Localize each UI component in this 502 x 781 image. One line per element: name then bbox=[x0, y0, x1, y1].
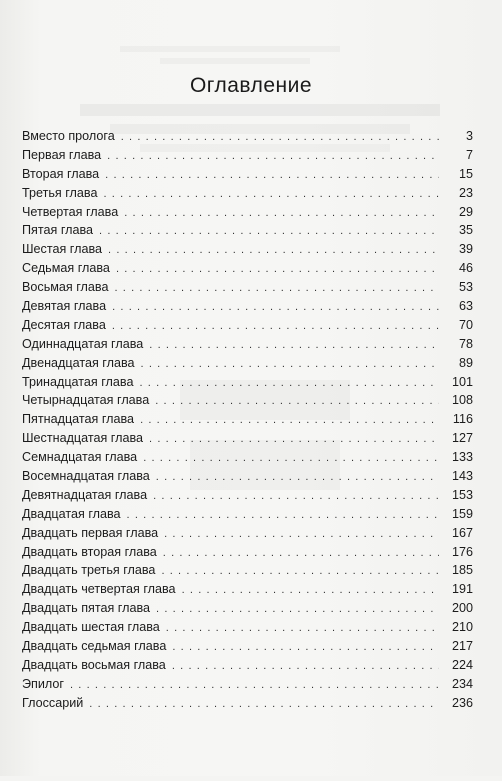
toc-entry bbox=[22, 240, 473, 259]
toc-entry bbox=[22, 316, 473, 335]
toc-entry bbox=[22, 467, 473, 486]
toc-entry-label: Вторая глава bbox=[22, 166, 100, 181]
toc-entry bbox=[22, 524, 473, 543]
toc-entry-label: Восемнадцатая глава bbox=[22, 469, 150, 484]
dot-leader bbox=[155, 392, 439, 411]
toc-entry-page: 53 bbox=[458, 280, 473, 295]
toc-entry bbox=[22, 580, 473, 599]
dot-leader bbox=[149, 430, 439, 449]
dot-leader bbox=[172, 638, 439, 657]
dot-leader bbox=[143, 449, 439, 468]
toc-entry bbox=[22, 373, 473, 392]
toc-entry bbox=[22, 391, 473, 410]
toc-entry bbox=[22, 429, 473, 448]
toc-entry-label: Девятнадцатая глава bbox=[22, 487, 148, 502]
dot-leader bbox=[141, 355, 439, 374]
dot-leader bbox=[140, 411, 439, 430]
toc-entry bbox=[22, 410, 473, 429]
toc-entry-page: 15 bbox=[458, 166, 473, 181]
toc-entry-page: 217 bbox=[451, 639, 473, 654]
toc-entry-page: 210 bbox=[451, 620, 473, 635]
toc-entry-label: Первая глава bbox=[22, 147, 102, 162]
dot-leader bbox=[105, 166, 439, 185]
toc-entry-page: 35 bbox=[458, 223, 473, 238]
toc-entry-page: 159 bbox=[451, 506, 473, 521]
toc-entry-page: 143 bbox=[451, 469, 473, 484]
toc-entry-page: 234 bbox=[451, 676, 473, 691]
dot-leader bbox=[112, 298, 439, 317]
toc-entry bbox=[22, 543, 473, 562]
toc-entry-label: Двадцать пятая глава bbox=[22, 601, 151, 616]
dot-leader bbox=[108, 241, 439, 260]
toc-entry-page: 63 bbox=[458, 299, 473, 314]
dot-leader bbox=[112, 317, 439, 336]
toc-entry-label: Восьмая глава bbox=[22, 280, 109, 295]
dot-leader bbox=[163, 544, 439, 563]
toc-entry-page: 70 bbox=[458, 317, 473, 332]
toc-entry bbox=[22, 127, 473, 146]
dot-leader bbox=[156, 600, 439, 619]
toc-entry bbox=[22, 354, 473, 373]
toc-entry-label: Тринадцатая глава bbox=[22, 374, 134, 389]
toc-entry-page: 78 bbox=[458, 336, 473, 351]
toc-entry-label: Одиннадцатая глава bbox=[22, 336, 144, 351]
toc-entry-page: 153 bbox=[451, 487, 473, 502]
toc-entry-label: Пятнадцатая глава bbox=[22, 412, 135, 427]
toc-entry-page: 224 bbox=[451, 657, 473, 672]
toc-entry bbox=[22, 656, 473, 675]
dot-leader bbox=[89, 695, 439, 714]
toc-entry-label: Десятая глава bbox=[22, 317, 106, 332]
toc-entry-label: Шестнадцатая глава bbox=[22, 431, 144, 446]
toc-entry-page: 7 bbox=[465, 147, 473, 162]
toc-entry bbox=[22, 505, 473, 524]
toc-entry-label: Двадцать третья глава bbox=[22, 563, 156, 578]
toc-entry bbox=[22, 448, 473, 467]
toc-entry-label: Двадцать четвертая глава bbox=[22, 582, 176, 597]
toc-entry-label: Двенадцатая глава bbox=[22, 355, 135, 370]
dot-leader bbox=[121, 128, 439, 147]
toc-entry bbox=[22, 184, 473, 203]
toc-entry bbox=[22, 486, 473, 505]
toc-entry-label: Двадцать первая глава bbox=[22, 525, 159, 540]
dot-leader bbox=[103, 185, 439, 204]
toc-entry-page: 23 bbox=[458, 185, 473, 200]
toc-entry bbox=[22, 259, 473, 278]
toc-entry bbox=[22, 146, 473, 165]
toc-entry bbox=[22, 335, 473, 354]
dot-leader bbox=[153, 487, 439, 506]
toc-entry-page: 167 bbox=[451, 525, 473, 540]
toc-entry-label: Седьмая глава bbox=[22, 261, 110, 276]
toc-entry-label: Глоссарий bbox=[22, 695, 84, 710]
toc-entry-label: Эпилог bbox=[22, 676, 64, 691]
dot-leader bbox=[107, 147, 439, 166]
toc-entry-label: Двадцать седьмая глава bbox=[22, 639, 167, 654]
toc-entry-label: Двадцать вторая глава bbox=[22, 544, 157, 559]
dot-leader bbox=[114, 279, 439, 298]
toc-entry-page: 89 bbox=[458, 355, 473, 370]
toc-entry-label: Третья глава bbox=[22, 185, 98, 200]
toc-entry-label: Вместо пролога bbox=[22, 129, 115, 143]
toc-entry-page: 101 bbox=[451, 374, 473, 389]
dot-leader bbox=[172, 657, 439, 676]
toc-entry-page: 185 bbox=[451, 563, 473, 578]
toc-entry-page: 133 bbox=[451, 450, 473, 465]
toc-entry bbox=[22, 637, 473, 656]
dot-leader bbox=[139, 374, 439, 393]
toc-entry bbox=[22, 675, 473, 694]
dot-leader bbox=[116, 260, 439, 279]
toc-entry bbox=[22, 561, 473, 580]
dot-leader bbox=[149, 336, 439, 355]
toc-entry-page: 39 bbox=[458, 242, 473, 257]
toc-entry bbox=[22, 221, 473, 240]
toc-entry bbox=[22, 694, 473, 713]
dot-leader bbox=[166, 619, 439, 638]
toc-entry-label: Девятая глава bbox=[22, 299, 107, 314]
dot-leader bbox=[127, 506, 439, 525]
toc-entry-page: 46 bbox=[458, 261, 473, 276]
toc-entry-page: 3 bbox=[465, 129, 473, 143]
toc-entry-page: 176 bbox=[451, 544, 473, 559]
toc-entry bbox=[22, 297, 473, 316]
toc-entry-label: Четвертая глава bbox=[22, 204, 119, 219]
toc-entry-page: 116 bbox=[452, 412, 473, 427]
page-title: Оглавление bbox=[189, 74, 313, 97]
dot-leader bbox=[99, 222, 439, 241]
toc-entry-page: 29 bbox=[458, 204, 473, 219]
dot-leader bbox=[124, 204, 439, 223]
dot-leader bbox=[70, 676, 439, 695]
toc-entry bbox=[22, 278, 473, 297]
toc-entry-label: Двадцать восьмая глава bbox=[22, 657, 166, 672]
toc-entry-label: Четырнадцатая глава bbox=[22, 393, 150, 408]
toc-entry-page: 191 bbox=[451, 582, 473, 597]
dot-leader bbox=[182, 581, 439, 600]
toc-entry-label: Семнадцатая глава bbox=[22, 450, 138, 465]
toc-entry-page: 127 bbox=[451, 431, 473, 446]
toc-entry bbox=[22, 599, 473, 618]
toc-entry bbox=[22, 618, 473, 637]
toc-entry-page: 200 bbox=[451, 601, 473, 616]
toc-entry-label: Пятая глава bbox=[22, 223, 94, 238]
toc-entry-label: Шестая глава bbox=[22, 242, 103, 257]
dot-leader bbox=[164, 525, 439, 544]
dot-leader bbox=[156, 468, 439, 487]
toc-entry bbox=[22, 203, 473, 222]
toc-entry bbox=[22, 165, 473, 184]
toc-entry-label: Двадцатая глава bbox=[22, 506, 121, 521]
dot-leader bbox=[161, 562, 439, 581]
toc-entry-page: 108 bbox=[451, 393, 473, 408]
toc-entry-label: Двадцать шестая глава bbox=[22, 620, 160, 635]
table-of-contents bbox=[22, 127, 473, 713]
toc-entry-page: 236 bbox=[451, 695, 473, 710]
